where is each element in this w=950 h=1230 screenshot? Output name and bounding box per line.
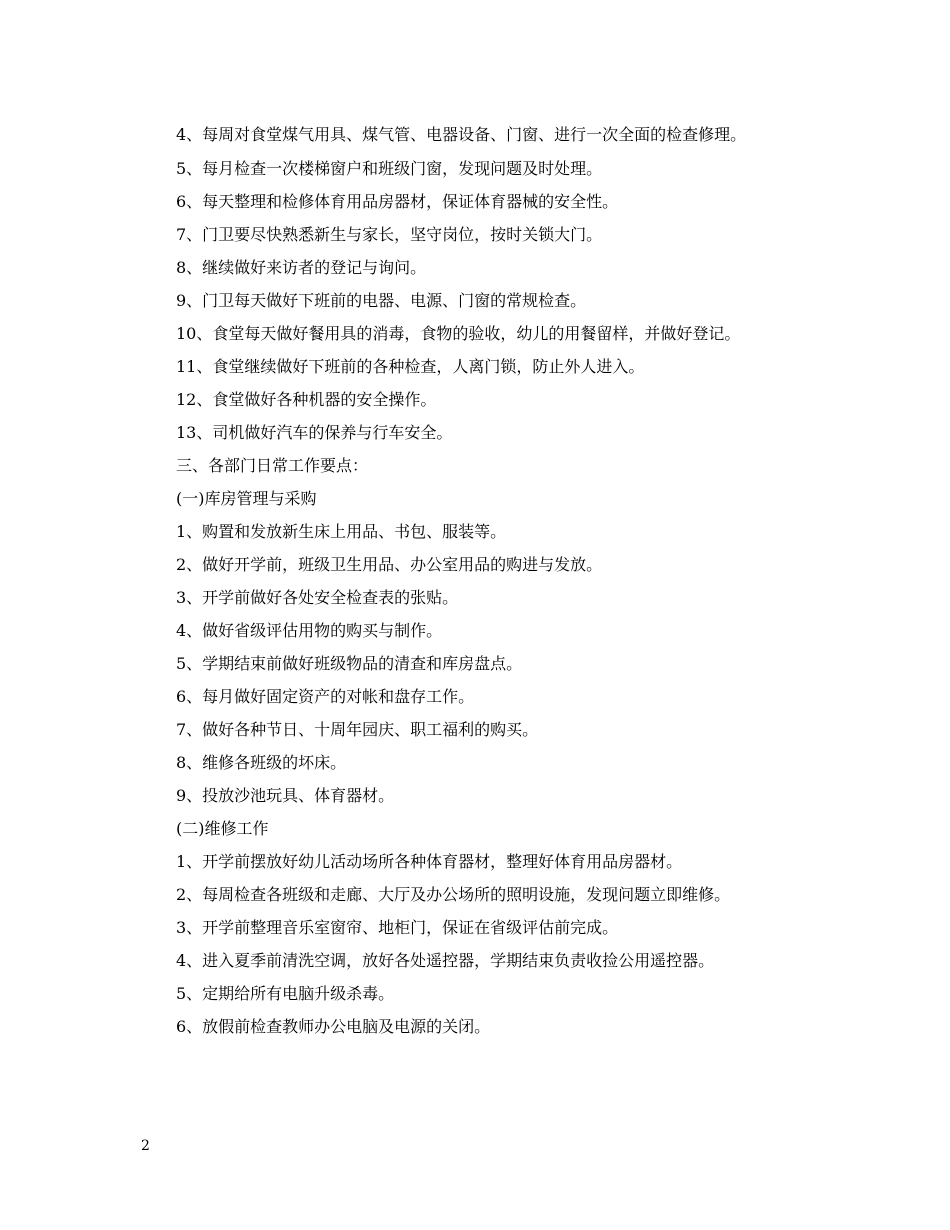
subsection-heading: (二)维修工作 (176, 819, 269, 838)
paragraph: 5、定期给所有电脑升级杀毒。 (176, 984, 395, 1003)
paragraph: 12、食堂做好各种机器的安全操作。 (176, 390, 437, 409)
paragraph: 2、每周检查各班级和走廊、大厅及办公场所的照明设施，发现问题立即维修。 (176, 885, 731, 904)
section-heading: 三、各部门日常工作要点： (176, 456, 369, 475)
paragraph: 5、每月检查一次楼梯窗户和班级门窗，发现问题及时处理。 (176, 159, 603, 178)
paragraph: 5、学期结束前做好班级物品的清查和库房盘点。 (176, 654, 523, 673)
paragraph: 4、做好省级评估用物的购买与制作。 (176, 621, 443, 640)
paragraph: 1、购置和发放新生床上用品、书包、服装等。 (176, 522, 507, 541)
paragraph: 11、食堂继续做好下班前的各种检查，人离门锁，防止外人进入。 (176, 357, 645, 376)
paragraph: 7、门卫要尽快熟悉新生与家长，坚守岗位，按时关锁大门。 (176, 225, 603, 244)
paragraph: 1、开学前摆放好幼儿活动场所各种体育器材，整理好体育用品房器材。 (176, 852, 683, 871)
paragraph: 10、食堂每天做好餐用具的消毒，食物的验收，幼儿的用餐留样，并做好登记。 (176, 324, 741, 343)
subsection-heading: (一)库房管理与采购 (176, 489, 317, 508)
paragraph: 8、维修各班级的坏床。 (176, 753, 347, 772)
paragraph: 2、做好开学前，班级卫生用品、办公室用品的购进与发放。 (176, 555, 603, 574)
paragraph: 7、做好各种节日、十周年园庆、职工福利的购买。 (176, 720, 539, 739)
document-body (141, 118, 831, 1043)
paragraph: 6、每天整理和检修体育用品房器材，保证体育器械的安全性。 (176, 192, 619, 211)
paragraph: 9、门卫每天做好下班前的电器、电源、门窗的常规检查。 (176, 291, 587, 310)
paragraph: 13、司机做好汽车的保养与行车安全。 (176, 423, 453, 442)
paragraph: 4、每周对食堂煤气用具、煤气管、电器设备、门窗、进行一次全面的检查修理。 (176, 125, 747, 144)
paragraph: 4、进入夏季前清洗空调，放好各处遥控器，学期结束负责收捡公用遥控器。 (176, 951, 715, 970)
paragraph: 3、开学前整理音乐室窗帘、地柜门，保证在省级评估前完成。 (176, 918, 619, 937)
paragraph: 8、继续做好来访者的登记与询问。 (176, 258, 427, 277)
paragraph: 6、每月做好固定资产的对帐和盘存工作。 (176, 687, 475, 706)
page-number: 2 (141, 1138, 150, 1154)
paragraph: 9、投放沙池玩具、体育器材。 (176, 786, 395, 805)
paragraph: 6、放假前检查教师办公电脑及电源的关闭。 (176, 1017, 491, 1036)
paragraph: 3、开学前做好各处安全检查表的张贴。 (176, 588, 459, 607)
